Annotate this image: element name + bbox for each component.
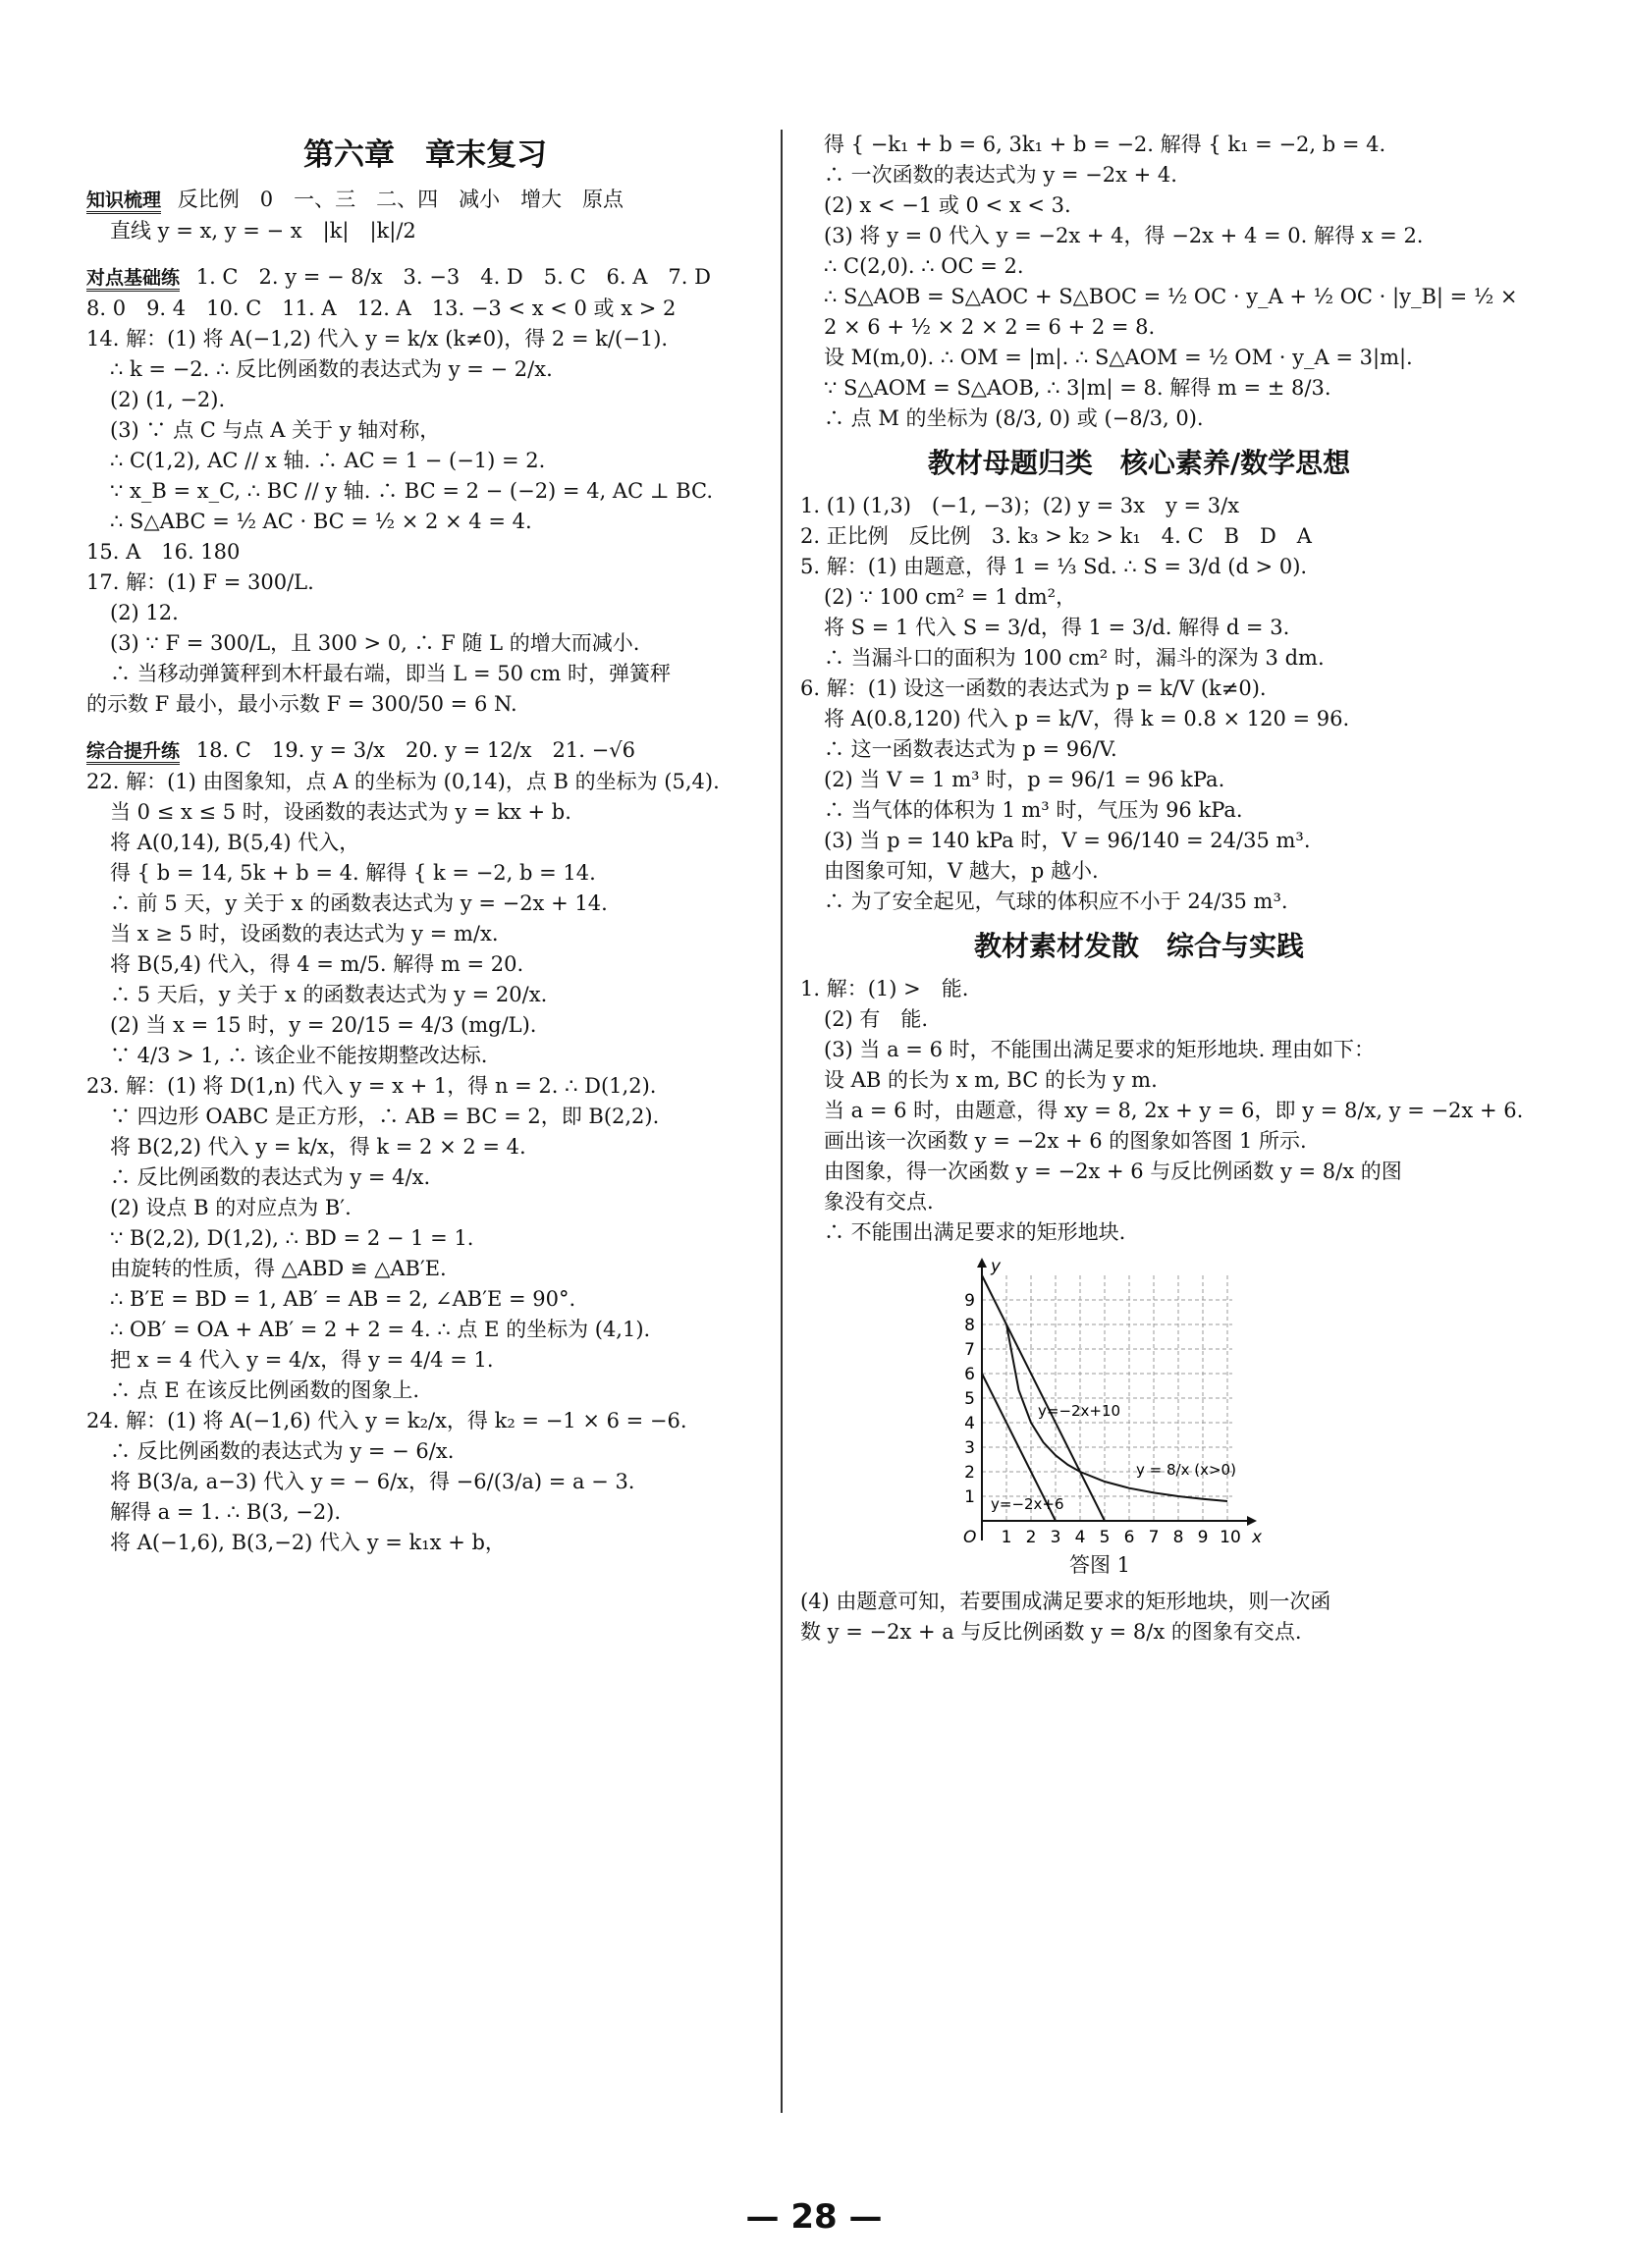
grid: [982, 1275, 1232, 1521]
q23-line: 23. 解：(1) 将 D(1,n) 代入 y = x + 1，得 n = 2. ∴ D(1,2).: [86, 1074, 657, 1098]
section-tag-comprehensive: 综合提升练: [86, 740, 180, 765]
q14-line: (3) ∵ 点 C 与点 A 关于 y 轴对称，: [110, 418, 441, 442]
label-line-plus6: y=−2x+6: [991, 1495, 1064, 1513]
q24-cont-line: (2) x < −1 或 0 < x < 3.: [824, 193, 1071, 217]
q24-cont-line: ∵ S△AOM = S△AOB, ∴ 3|m| = 8. 解得 m = ± 8/3.: [824, 376, 1331, 400]
q17-line: (2) 12.: [110, 601, 179, 624]
q22-line: 得 { b = 14, 5k + b = 4. 解得 { k = −2, b = 14.: [110, 861, 596, 885]
q14-line: ∴ k = −2. ∴ 反比例函数的表达式为 y = − 2/x.: [110, 357, 553, 381]
s2-line: 1. (1) (1,3) (−1, −3)；(2) y = 3x y = 3/x: [800, 494, 1240, 517]
q14-line: ∴ C(1,2), AC // x 轴. ∴ AC = 1 − (−1) = 2.: [110, 449, 546, 472]
s2-line: (2) ∵ 100 cm² = 1 dm²，: [824, 585, 1077, 609]
s2-line: 5. 解：(1) 由题意，得 1 = ⅓ Sd. ∴ S = 3/d (d > 0).: [800, 555, 1308, 578]
s2-line: 由图象可知，V 越大，p 越小.: [824, 859, 1099, 883]
q23-line: (2) 设点 B 的对应点为 B′.: [110, 1196, 352, 1219]
q24-cont-line: 设 M(m,0). ∴ OM = |m|. ∴ S△AOM = ½ OM · y_A = 3|m|.: [824, 346, 1413, 369]
graph-svg: [948, 1256, 1272, 1550]
q23-line: 由旋转的性质，得 △ABD ≌ △AB′E.: [110, 1257, 447, 1280]
s3-line: 象没有交点.: [824, 1190, 934, 1214]
s3-line: 画出该一次函数 y = −2x + 6 的图象如答图 1 所示.: [824, 1129, 1307, 1153]
q23-line: 将 B(2,2) 代入 y = k/x，得 k = 2 × 2 = 4.: [110, 1135, 526, 1159]
right-column: [800, 130, 1524, 1647]
knowledge-answers-2: 直线 y = x, y = − x |k| |k|/2: [110, 219, 416, 243]
y-tick-label: 7: [964, 1340, 975, 1360]
s2-line: 6. 解：(1) 设这一函数的表达式为 p = k/V (k≠0).: [800, 676, 1267, 700]
q22-line: (2) 当 x = 15 时，y = 20/15 = 4/3 (mg/L).: [110, 1013, 537, 1037]
y-tick-label: 5: [964, 1389, 975, 1409]
q14-line: ∵ x_B = x_C, ∴ BC // y 轴. ∴ BC = 2 − (−2) = 4, AC ⊥ BC.: [110, 479, 714, 503]
q22-line: 当 x ≥ 5 时，设函数的表达式为 y = m/x.: [110, 922, 499, 945]
y-tick-label: 8: [964, 1316, 975, 1335]
q22-line: ∵ 4/3 > 1, ∴ 该企业不能按期整改达标.: [110, 1044, 488, 1067]
q23-line: ∴ B′E = BD = 1, AB′ = AB = 2, ∠AB′E = 90°.: [110, 1287, 576, 1311]
s2-line: (2) 当 V = 1 m³ 时，p = 96/1 = 96 kPa.: [824, 768, 1225, 791]
label-curve: y = 8/x (x>0): [1136, 1461, 1236, 1479]
section-tag-basic: 对点基础练: [86, 267, 180, 292]
basic-practice-line1: [86, 262, 764, 294]
s2-line: 将 S = 1 代入 S = 3/d，得 1 = 3/d. 解得 d = 3.: [824, 616, 1290, 639]
q24-cont-line: (3) 将 y = 0 代入 y = −2x + 4，得 −2x + 4 = 0. 解得 x = 2.: [824, 224, 1424, 247]
q22-line: 将 B(5,4) 代入，得 4 = m/5. 解得 m = 20.: [110, 952, 524, 976]
q22-line: ∴ 前 5 天，y 关于 x 的函数表达式为 y = −2x + 14.: [110, 891, 608, 915]
s2-line: ∴ 这一函数表达式为 p = 96/V.: [824, 737, 1117, 761]
x-tick-label: 4: [1074, 1528, 1086, 1547]
basic-answers-2: 8. 0 9. 4 10. C 11. A 12. A 13. −3 < x < 0 或 x > 2: [86, 297, 677, 320]
x-tick-label: 2: [1025, 1528, 1037, 1547]
section-title-practice: 教材素材发散 综合与实践: [973, 930, 1304, 962]
y-axis-label: y: [991, 1257, 1002, 1276]
column-divider: [781, 130, 783, 2113]
x-axis-arrow: [1247, 1516, 1257, 1526]
x-tick-label: 1: [1001, 1528, 1012, 1547]
page-number: — 28 —: [745, 2197, 883, 2237]
y-tick-label: 9: [964, 1291, 975, 1311]
y-tick-label: 2: [964, 1463, 975, 1483]
q22-line: 22. 解：(1) 由图象知，点 A 的坐标为 (0,14)，点 B 的坐标为 (5,4).: [86, 770, 720, 793]
comprehensive-answers: 18. C 19. y = 3/x 20. y = 12/x 21. −√6: [195, 738, 635, 762]
origin-label: O: [963, 1528, 977, 1547]
s2-line: ∴ 当漏斗口的面积为 100 cm² 时，漏斗的深为 3 dm.: [824, 646, 1325, 670]
q24-cont-line: 得 { −k₁ + b = 6, 3k₁ + b = −2. 解得 { k₁ = −2, b = 4.: [824, 133, 1386, 156]
y-tick-label: 1: [964, 1487, 975, 1507]
q15-16-line: 15. A 16. 180: [86, 540, 241, 564]
q23-line: ∵ B(2,2), D(1,2), ∴ BD = 2 − 1 = 1.: [110, 1226, 474, 1250]
x-tick-label: 3: [1050, 1528, 1061, 1547]
s3-end-line: 数 y = −2x + a 与反比例函数 y = 8/x 的图象有交点.: [800, 1620, 1302, 1644]
q24-line: ∴ 反比例函数的表达式为 y = − 6/x.: [110, 1439, 455, 1463]
q22-line: ∴ 5 天后，y 关于 x 的函数表达式为 y = 20/x.: [110, 983, 548, 1006]
q24-cont-line: ∴ 点 M 的坐标为 (8/3, 0) 或 (−8/3, 0).: [824, 406, 1204, 430]
s3-line: 由图象，得一次函数 y = −2x + 6 与反比例函数 y = 8/x 的图: [824, 1160, 1402, 1183]
q23-line: ∴ 点 E 在该反比例函数的图象上.: [110, 1378, 420, 1402]
q24-cont-line: ∴ S△AOB = S△AOC + S△BOC = ½ OC · y_A + ½ OC · |y_B| = ½ ×: [824, 285, 1518, 308]
x-axis-label: x: [1252, 1528, 1263, 1547]
figure-answer-1: [948, 1256, 1272, 1581]
s3-line: (3) 当 a = 6 时，不能围出满足要求的矩形地块. 理由如下：: [824, 1038, 1375, 1061]
x-tick-label: 7: [1148, 1528, 1160, 1547]
y-tick-label: 3: [964, 1438, 975, 1458]
q22-line: 将 A(0,14), B(5,4) 代入，: [110, 831, 360, 854]
q17-line: 的示数 F 最小，最小示数 F = 300/50 = 6 N.: [86, 692, 517, 716]
s3-line: 当 a = 6 时，由题意，得 xy = 8, 2x + y = 6，即 y = 8/x, y = −2x + 6.: [824, 1099, 1524, 1122]
y-tick-labels: [964, 1291, 975, 1507]
q24-line: 将 B(3/a, a−3) 代入 y = − 6/x，得 −6/(3/a) = a − 3.: [110, 1470, 635, 1493]
q14-line: 14. 解：(1) 将 A(−1,2) 代入 y = k/x (k≠0)，得 2 = k/(−1).: [86, 327, 669, 351]
basic-answers-1: 1. C 2. y = − 8/x 3. −3 4. D 5. C 6. A 7. D: [195, 265, 711, 289]
section-tag-knowledge: 知识梳理: [86, 189, 161, 214]
s2-line: 将 A(0.8,120) 代入 p = k/V，得 k = 0.8 × 120 = 96.: [824, 707, 1350, 730]
s3-line: (2) 有 能.: [824, 1007, 929, 1031]
knowledge-review-line1: [86, 185, 764, 216]
s2-line: (3) 当 p = 140 kPa 时，V = 96/140 = 24/35 m³.: [824, 829, 1311, 852]
q24-line: 将 A(−1,6), B(3,−2) 代入 y = k₁x + b，: [110, 1531, 506, 1554]
s2-line: ∴ 为了安全起见，气球的体积应不小于 24/35 m³.: [824, 890, 1288, 913]
x-tick-label: 8: [1172, 1528, 1184, 1547]
x-tick-label: 5: [1099, 1528, 1111, 1547]
y-tick-label: 4: [964, 1414, 975, 1433]
comprehensive-line: [86, 735, 764, 767]
y-axis-arrow: [977, 1258, 987, 1268]
s3-line: 设 AB 的长为 x m, BC 的长为 y m.: [824, 1068, 1158, 1092]
q22-line: 当 0 ≤ x ≤ 5 时，设函数的表达式为 y = kx + b.: [110, 800, 571, 824]
s3-end-line: (4) 由题意可知，若要围成满足要求的矩形地块，则一次函: [800, 1590, 1331, 1613]
label-line-plus10: y=−2x+10: [1038, 1402, 1121, 1420]
q23-line: ∵ 四边形 OABC 是正方形，∴ AB = BC = 2，即 B(2,2).: [110, 1105, 660, 1128]
q14-line: (2) (1, −2).: [110, 388, 226, 411]
x-tick-label: 9: [1197, 1528, 1209, 1547]
q24-line: 解得 a = 1. ∴ B(3, −2).: [110, 1500, 342, 1524]
q17-line: ∴ 当移动弹簧秤到木杆最右端，即当 L = 50 cm 时，弹簧秤: [110, 662, 671, 685]
q14-line: ∴ S△ABC = ½ AC · BC = ½ × 2 × 4 = 4.: [110, 510, 532, 533]
knowledge-answers-1: 反比例 0 一、三 二、四 减小 增大 原点: [177, 188, 624, 211]
s3-line: 1. 解：(1) > 能.: [800, 977, 969, 1000]
s2-line: 2. 正比例 反比例 3. k₃ > k₂ > k₁ 4. C B D A: [800, 524, 1312, 548]
y-tick-label: 6: [964, 1365, 975, 1384]
q24-cont-line: ∴ C(2,0). ∴ OC = 2.: [824, 254, 1024, 278]
section-title-textbook: 教材母题归类 核心素养/数学思想: [927, 447, 1351, 479]
left-column: [86, 130, 764, 1558]
q23-line: ∴ 反比例函数的表达式为 y = 4/x.: [110, 1165, 431, 1189]
q24-cont-line: ∴ 一次函数的表达式为 y = −2x + 4.: [824, 163, 1177, 187]
q24-cont-line: 2 × 6 + ½ × 2 × 2 = 6 + 2 = 8.: [824, 315, 1156, 339]
q23-line: 把 x = 4 代入 y = 4/x，得 y = 4/4 = 1.: [110, 1348, 494, 1372]
x-tick-labels: [1002, 1528, 1241, 1547]
figure-caption: 答图 1: [1068, 1553, 1131, 1577]
q23-line: ∴ OB′ = OA + AB′ = 2 + 2 = 4. ∴ 点 E 的坐标为 (4,1).: [110, 1318, 651, 1341]
s3-line: ∴ 不能围出满足要求的矩形地块.: [824, 1220, 1126, 1244]
chapter-title: 第六章 章末复习: [303, 137, 547, 173]
q17-line: (3) ∵ F = 300/L，且 300 > 0, ∴ F 随 L 的增大而减小.: [110, 631, 640, 655]
q17-line: 17. 解：(1) F = 300/L.: [86, 570, 314, 594]
q24-line: 24. 解：(1) 将 A(−1,6) 代入 y = k₂/x，得 k₂ = −1 × 6 = −6.: [86, 1409, 687, 1432]
x-tick-label: 6: [1123, 1528, 1135, 1547]
s2-line: ∴ 当气体的体积为 1 m³ 时，气压为 96 kPa.: [824, 798, 1243, 822]
x-tick-label: 10: [1220, 1528, 1241, 1547]
